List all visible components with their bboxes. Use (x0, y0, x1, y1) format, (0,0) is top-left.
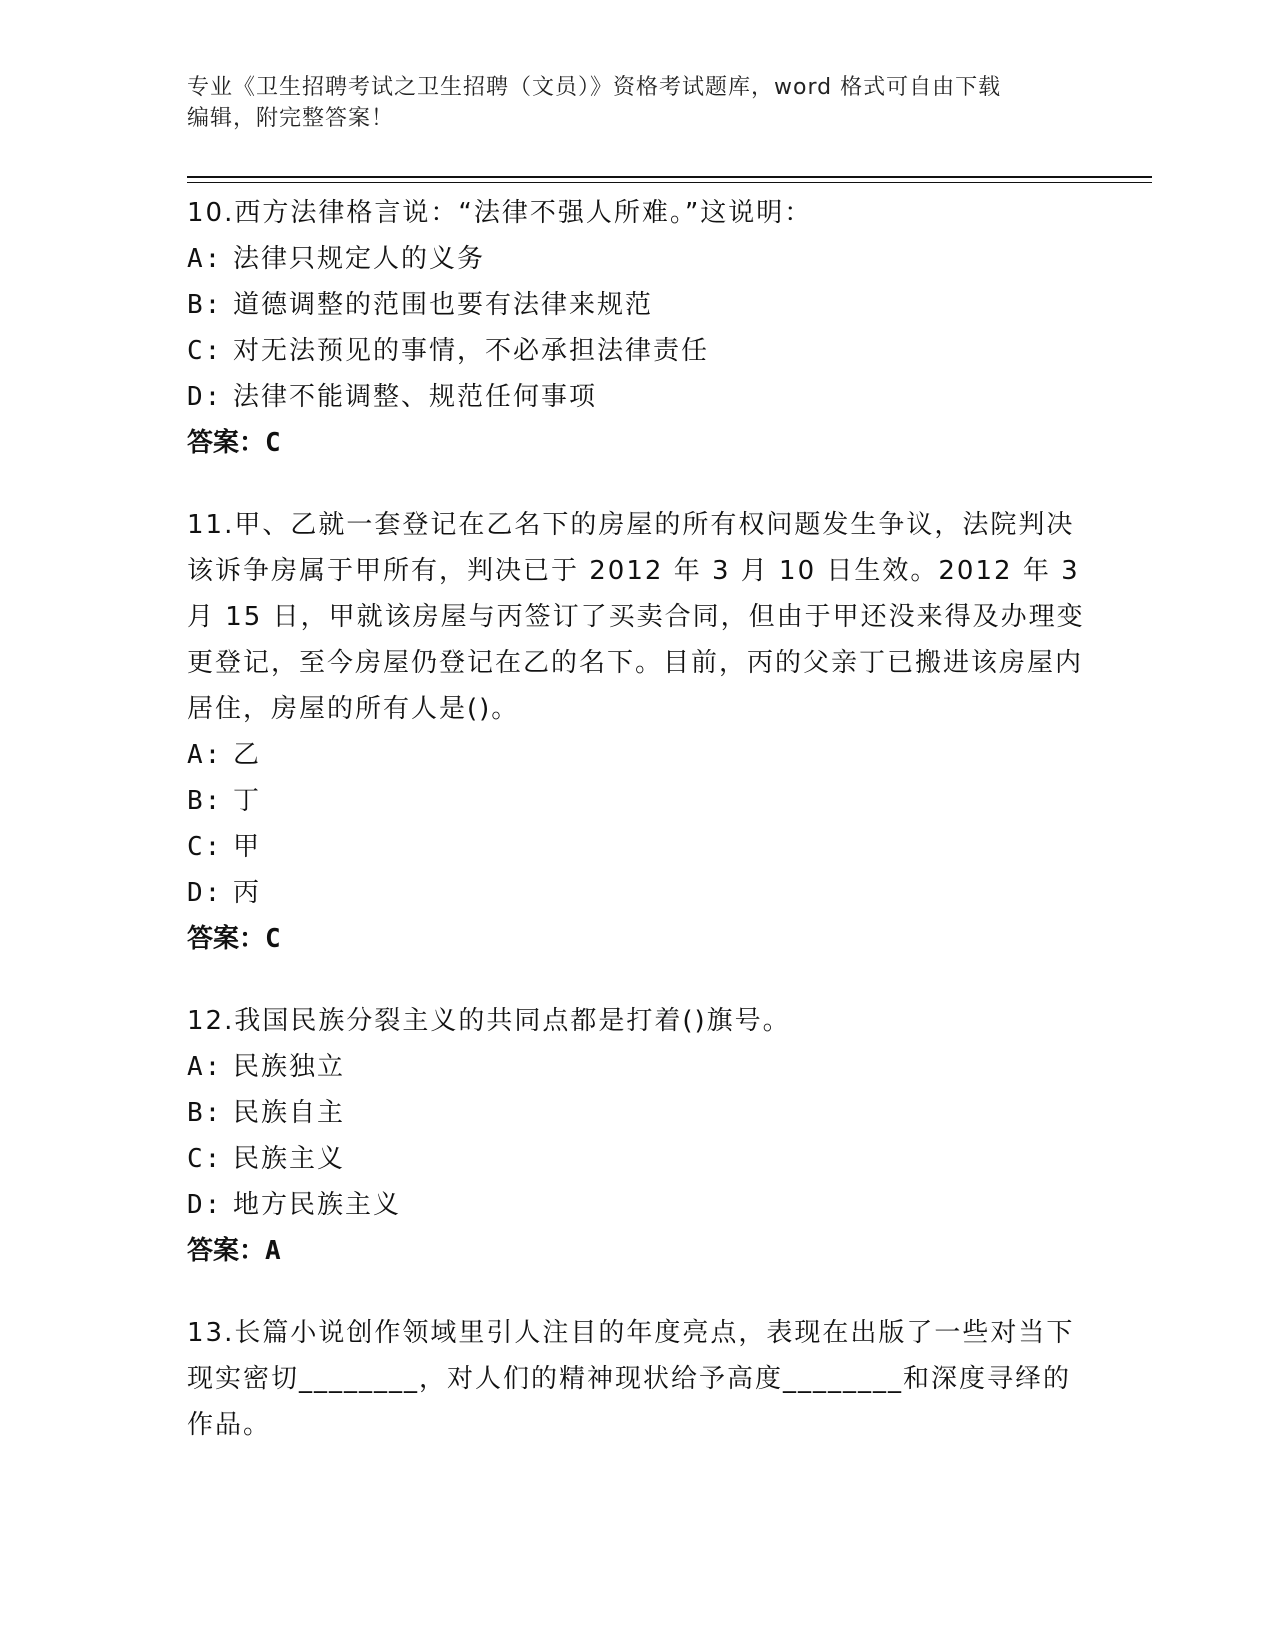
option-text: 对无法预见的事情，不必承担法律责任 (233, 336, 710, 366)
option-c (187, 824, 1087, 870)
header-divider (187, 176, 1152, 178)
option-c (187, 1136, 1087, 1182)
document-header (187, 72, 1067, 134)
answer-line (187, 420, 1087, 466)
option-d (187, 374, 1087, 420)
answer-label: 答案： (187, 1236, 266, 1266)
option-text: 丙 (233, 878, 262, 908)
header-divider-thin (187, 182, 1152, 183)
question-text: 11.甲、乙就一套登记在乙名下的房屋的所有权问题发生争议，法院判决该诉争房属于甲所有，判决已于 2012 年 3 月 10 日生效。2012 年 3 月 15 日，甲就该房屋与丙签订了买卖合同，但由于甲还没来得及办理变更登记，至今房屋仍登记在乙的名下。目前，丙的父亲丁已搬进该房屋内居住，房屋的所有人是()。 (187, 510, 1085, 724)
answer-value: C (265, 428, 281, 458)
option-b (187, 1090, 1087, 1136)
option-d (187, 870, 1087, 916)
question-11 (187, 502, 1087, 962)
question-10 (187, 190, 1087, 466)
option-letter: B: (187, 786, 223, 816)
option-a (187, 732, 1087, 778)
option-letter: A: (187, 1052, 223, 1082)
answer-value: A (265, 1236, 281, 1266)
option-text: 民族独立 (233, 1052, 346, 1082)
option-text: 乙 (233, 740, 262, 770)
option-text: 地方民族主义 (233, 1190, 402, 1220)
option-text: 丁 (233, 786, 262, 816)
option-text: 道德调整的范围也要有法律来规范 (233, 290, 654, 320)
option-text: 法律不能调整、规范任何事项 (233, 382, 598, 412)
option-text: 民族主义 (233, 1144, 346, 1174)
option-letter: B: (187, 1098, 223, 1128)
option-b (187, 778, 1087, 824)
question-text: 12.我国民族分裂主义的共同点都是打着()旗号。 (187, 1006, 791, 1036)
answer-value: C (265, 924, 281, 954)
question-12 (187, 998, 1087, 1274)
answer-line (187, 1228, 1087, 1274)
option-b (187, 282, 1087, 328)
option-letter: D: (187, 1190, 223, 1220)
question-13 (187, 1310, 1087, 1448)
option-text: 甲 (233, 832, 262, 862)
option-letter: C: (187, 336, 223, 366)
option-text: 法律只规定人的义务 (233, 244, 486, 274)
option-letter: D: (187, 878, 223, 908)
option-letter: C: (187, 1144, 223, 1174)
option-a (187, 1044, 1087, 1090)
option-letter: C: (187, 832, 223, 862)
question-text: 13.长篇小说创作领域里引人注目的年度亮点，表现在出版了一些对当下现实密切________，对人们的精神现状给予高度________和深度寻绎的作品。 (187, 1318, 1075, 1440)
option-text: 民族自主 (233, 1098, 346, 1128)
answer-line (187, 916, 1087, 962)
option-d (187, 1182, 1087, 1228)
header-line-1: 专业《卫生招聘考试之卫生招聘（文员）》资格考试题库，word 格式可自由下载 (187, 75, 1002, 100)
answer-label: 答案： (187, 428, 266, 458)
option-letter: A: (187, 244, 223, 274)
header-line-2: 编辑，附完整答案！ (187, 106, 395, 131)
option-a (187, 236, 1087, 282)
option-letter: B: (187, 290, 223, 320)
option-letter: D: (187, 382, 223, 412)
option-c (187, 328, 1087, 374)
question-text: 10.西方法律格言说：“法律不强人所难。”这说明： (187, 198, 813, 228)
question-list (187, 190, 1087, 1484)
option-letter: A: (187, 740, 223, 770)
answer-label: 答案： (187, 924, 266, 954)
